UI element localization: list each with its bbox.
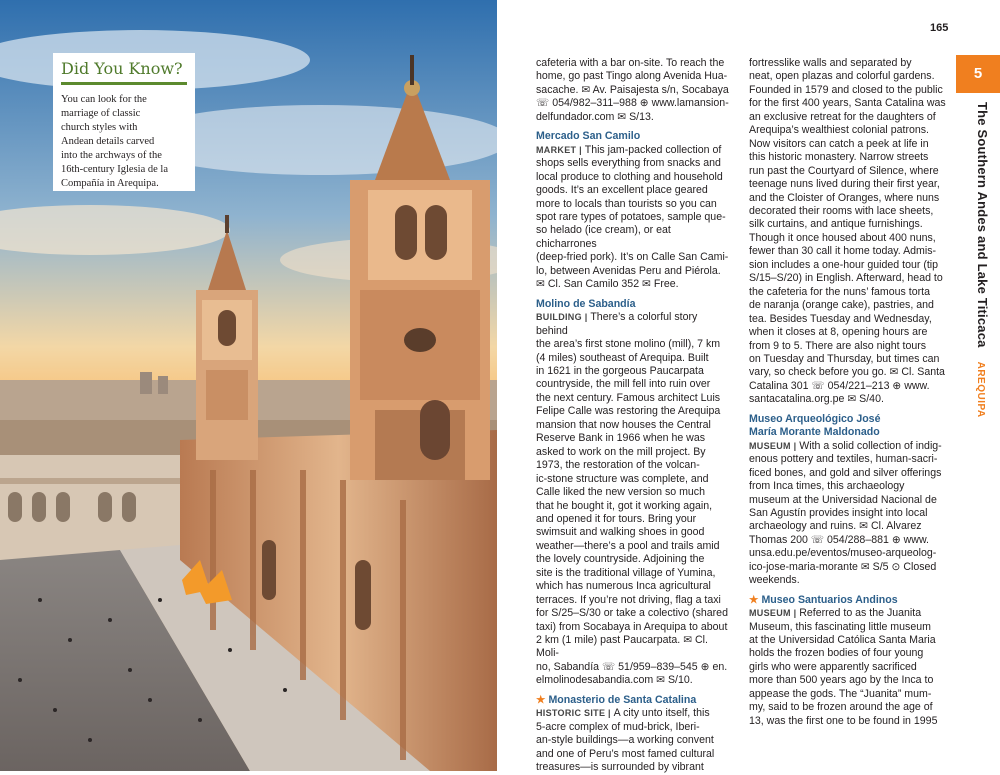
text-line: elmolinodesabandia.com ✉ S/10. — [536, 674, 693, 687]
text-line: from Inca times, this archaeology — [749, 480, 905, 493]
entry-type-label: HISTORIC SITE | — [536, 708, 614, 719]
text-line: on Tuesday and Thursday, but times can — [749, 352, 940, 365]
entry-paragraph — [536, 707, 731, 774]
text-line: for S/25–S/30 or take a colectivo (shared — [536, 607, 728, 620]
text-line: weather—there’s a pool and trails amid — [536, 539, 720, 552]
entry-paragraph — [749, 440, 946, 588]
text-line: tea. Besides Tuesday and Wednesday, — [749, 312, 932, 325]
entry-heading-line — [749, 594, 946, 607]
text-line: sacache. ✉ Av. Paisajesta s/n, Socabaya — [536, 83, 729, 96]
text-line: (deep-fried pork). It’s on Calle San Cami- — [536, 251, 729, 264]
text-line: ic-stone structure was complete, and — [536, 472, 709, 485]
text-line: 5-acre complex of mud-brick, Iberi- — [536, 720, 700, 733]
text-line: Arequipa’s wealthiest colonial patrons. — [749, 124, 930, 137]
text-line: cafeteria with a bar on-site. To reach the — [536, 57, 725, 69]
running-head-title: The Southern Andes and Lake Titicaca — [975, 102, 990, 348]
text-line: ☏ 054/982–311–988 ⊕ www.lamansion- — [536, 97, 729, 110]
entry-type-label: MARKET | — [536, 144, 585, 155]
text-line: and the Cloister of Oranges, where nuns — [749, 191, 940, 204]
text-line: weekends. — [749, 574, 800, 587]
text-line: vary, so check before you go. ✉ Cl. Santa — [749, 366, 945, 379]
text-line: holds the frozen bodies of four young — [749, 647, 924, 660]
text-line: more than 500 years ago by the Inca to — [749, 674, 934, 687]
text-line: MUSEUM | Referred to as the Juanita — [749, 607, 922, 620]
text-line: fewer than 30 call it home today. Admis- — [749, 245, 937, 258]
text-line: the next century. Famous architect Luis — [536, 391, 721, 404]
entry-type-label: BUILDING | — [536, 312, 591, 323]
text-column-1 — [536, 57, 731, 775]
text-line: no, Sabandía ☏ 51/959–839–545 ⊕ en. — [536, 660, 728, 673]
star-icon: ★ — [749, 593, 762, 606]
entry-paragraph — [749, 607, 946, 728]
entry-heading — [536, 130, 731, 143]
text-line: MARKET | This jam-packed collection of — [536, 143, 722, 156]
entry-type-label: MUSEUM | — [749, 440, 800, 451]
text-line: Founded in 1579 and closed to the public — [749, 83, 943, 96]
running-head-region: AREQUIPA — [975, 361, 986, 418]
text-line: 13, was the first one to be found in 1995 — [749, 714, 938, 727]
text-line: the cafeteria for the nuns’ famous torta — [749, 285, 930, 298]
text-line: Catalina 301 ☏ 054/221–213 ⊕ www. — [749, 379, 930, 392]
text-line: run past the Courtyard of Silence, where — [749, 164, 939, 177]
text-line: treasures—is surrounded by vibrant — [536, 761, 704, 774]
text-line: ✉ Cl. San Camilo 352 ✉ Free. — [536, 278, 679, 291]
entry-heading-text: Mercado San Camilo — [536, 130, 641, 143]
text-line: taxi) from Socabaya in Arequipa to about — [536, 620, 728, 633]
text-line: home, go past Tingo along Avenida Hua- — [536, 70, 728, 83]
text-line: the lovely countryside. Adjoining the — [536, 553, 705, 566]
text-line: neat, open plazas and colorful gardens. — [749, 70, 935, 83]
text-line: San Agustín provides insight into local — [749, 506, 928, 519]
entry-heading-line — [536, 694, 731, 707]
chapter-tab: 5 — [956, 55, 1000, 93]
text-line: MUSEUM | With a solid collection of indig- — [749, 439, 942, 452]
text-line: appease the gods. The “Juanita” mum- — [749, 687, 932, 700]
entry-paragraph — [749, 57, 946, 407]
entry-heading-line — [749, 413, 946, 426]
text-line: Though it once housed about 400 nuns, — [749, 231, 936, 244]
entry-paragraph — [536, 144, 731, 292]
text-line: local produce to clothing and household — [536, 170, 723, 183]
entry-paragraph — [536, 57, 731, 124]
text-line: mansion that now houses the Central — [536, 418, 711, 431]
page-number: 165 — [930, 22, 949, 34]
text-line: girls who were apparently sacrificed — [749, 660, 917, 673]
cathedral-photo — [0, 0, 497, 771]
text-line: teenage nuns lived during their first year, — [749, 178, 940, 191]
text-line: de naranja (orange cake), pastries, and — [749, 299, 934, 312]
did-you-know-box — [53, 53, 195, 191]
text-line: an exclusive retreat for the daughters of — [749, 110, 936, 123]
text-line: this historic monastery. Narrow streets — [749, 151, 929, 164]
text-line: in 1621 in the gorgeous Paucarpata — [536, 364, 704, 377]
text-line: 2 km (1 mile) past Paucarpata. ✉ Cl. Moli- — [536, 634, 708, 660]
text-line: S/15–S/20) in English. Afterward, head to — [749, 272, 943, 285]
text-line: more to locals than tourists so you can — [536, 197, 717, 210]
running-head — [975, 102, 990, 418]
dyk-line: 16th-century Iglesia de la — [61, 164, 168, 175]
entry-heading — [749, 594, 946, 607]
star-icon: ★ — [536, 693, 549, 706]
text-line: spot rare types of potatoes, sample que- — [536, 210, 726, 223]
entry-heading-line — [536, 298, 731, 311]
text-line: at the Universidad Católica Santa Maria — [749, 634, 936, 647]
text-line: and one of Peru’s most famed cultural — [536, 747, 715, 760]
text-line: HISTORIC SITE | A city unto itself, this — [536, 707, 710, 720]
entry-type-label: MUSEUM | — [749, 608, 800, 619]
dyk-line: Andean details carved — [61, 136, 155, 147]
text-line: which has numerous Inca agricultural — [536, 580, 711, 593]
entry-heading — [536, 298, 731, 311]
text-line: enous pottery and textiles, human-sacri- — [749, 453, 938, 466]
entry-heading-text: Molino de Sabandía — [536, 297, 636, 310]
text-line: from 9 to 5. There are also night tours — [749, 339, 927, 352]
entry-paragraph — [536, 311, 731, 688]
text-line: ico-jose-maria-morante ✉ S/5 ⊙ Closed — [749, 560, 937, 573]
text-line: so helado (ice cream), or eat chicharrones — [536, 224, 671, 250]
dyk-line: marriage of classic — [61, 108, 141, 119]
text-line: Thomas 200 ☏ 054/288–881 ⊕ www. — [749, 533, 929, 546]
text-line: delfundador.com ✉ S/13. — [536, 110, 654, 123]
text-line: ficed bones, and gold and silver offerings — [749, 466, 942, 479]
text-line: lo, between Avenidas Peru and Piérola. — [536, 264, 721, 277]
text-column-2 — [749, 57, 946, 728]
text-line: museum at the Universidad Nacional de — [749, 493, 937, 506]
entry-heading-text: Monasterio de Santa Catalina — [548, 693, 697, 706]
text-line: Calle liked the new version so much — [536, 486, 705, 499]
text-line: unsa.edu.pe/eventos/museo-arqueolog- — [749, 547, 937, 560]
entry-heading — [749, 413, 946, 440]
dyk-line: church styles with — [61, 122, 138, 133]
dyk-line: You can look for the — [61, 94, 147, 105]
text-line: archaeology and ruins. ✉ Cl. Alvarez — [749, 520, 922, 533]
text-line: fortresslike walls and separated by — [749, 57, 912, 69]
dyk-line: into the archways of the — [61, 150, 162, 161]
text-line: shops sells everything from snacks and — [536, 157, 721, 170]
text-line: 1973, the restoration of the volcan- — [536, 459, 700, 472]
text-line: and opened it for tours. Bring your — [536, 512, 697, 525]
entry-heading-line — [749, 426, 946, 439]
text-line: the area’s first stone molino (mill), 7 km — [536, 338, 721, 351]
did-you-know-body — [61, 93, 187, 191]
entry-heading-text: Museo Santuarios Andinos — [761, 593, 898, 606]
text-line: (4 miles) southeast of Arequipa. Built — [536, 351, 709, 364]
dyk-line: Compañía in Arequipa. — [61, 178, 159, 189]
entry-heading-text: Museo Arqueológico José — [749, 412, 881, 425]
text-line: silk curtains, and antique furnishings. — [749, 218, 923, 231]
text-line: site is the traditional village of Yumina, — [536, 566, 716, 579]
text-line: Museum, this fascinating little museum — [749, 620, 931, 633]
text-line: Felipe Calle was restoring the Arequipa — [536, 405, 721, 418]
text-line: my, said to be frozen around the age of — [749, 701, 933, 714]
text-line: Reserve Bank in 1966 when he was — [536, 432, 706, 445]
text-line: Now visitors can catch a peek at life in — [749, 137, 929, 150]
did-you-know-title: Did You Know? — [61, 59, 183, 78]
text-line: sion includes a one-hour guided tour (tip — [749, 258, 939, 271]
text-line: santacatalina.org.pe ✉ S/40. — [749, 393, 884, 406]
text-line: swimsuit and walking shoes in good — [536, 526, 705, 539]
text-line: countryside, the mill fell into ruin over — [536, 378, 711, 391]
text-line: BUILDING | There’s a colorful story behind — [536, 311, 698, 337]
text-line: terraces. If you’re not driving, flag a taxi — [536, 593, 721, 606]
text-line: goods. It’s an excellent place geared — [536, 184, 708, 197]
text-line: when it closes at 8, opening hours are — [749, 326, 928, 339]
entry-heading-line — [536, 130, 731, 143]
entry-heading-text: María Morante Maldonado — [749, 426, 880, 439]
text-line: asked to work on the mill project. By — [536, 445, 706, 458]
text-line: that he bought it, got it working again, — [536, 499, 713, 512]
entry-heading — [536, 694, 731, 707]
text-line: an-style buildings—a working convent — [536, 734, 714, 747]
text-line: for the first 400 years, Santa Catalina was — [749, 97, 946, 110]
did-you-know-rule — [61, 82, 187, 85]
text-line: decorated their rooms with lace sheets, — [749, 204, 934, 217]
